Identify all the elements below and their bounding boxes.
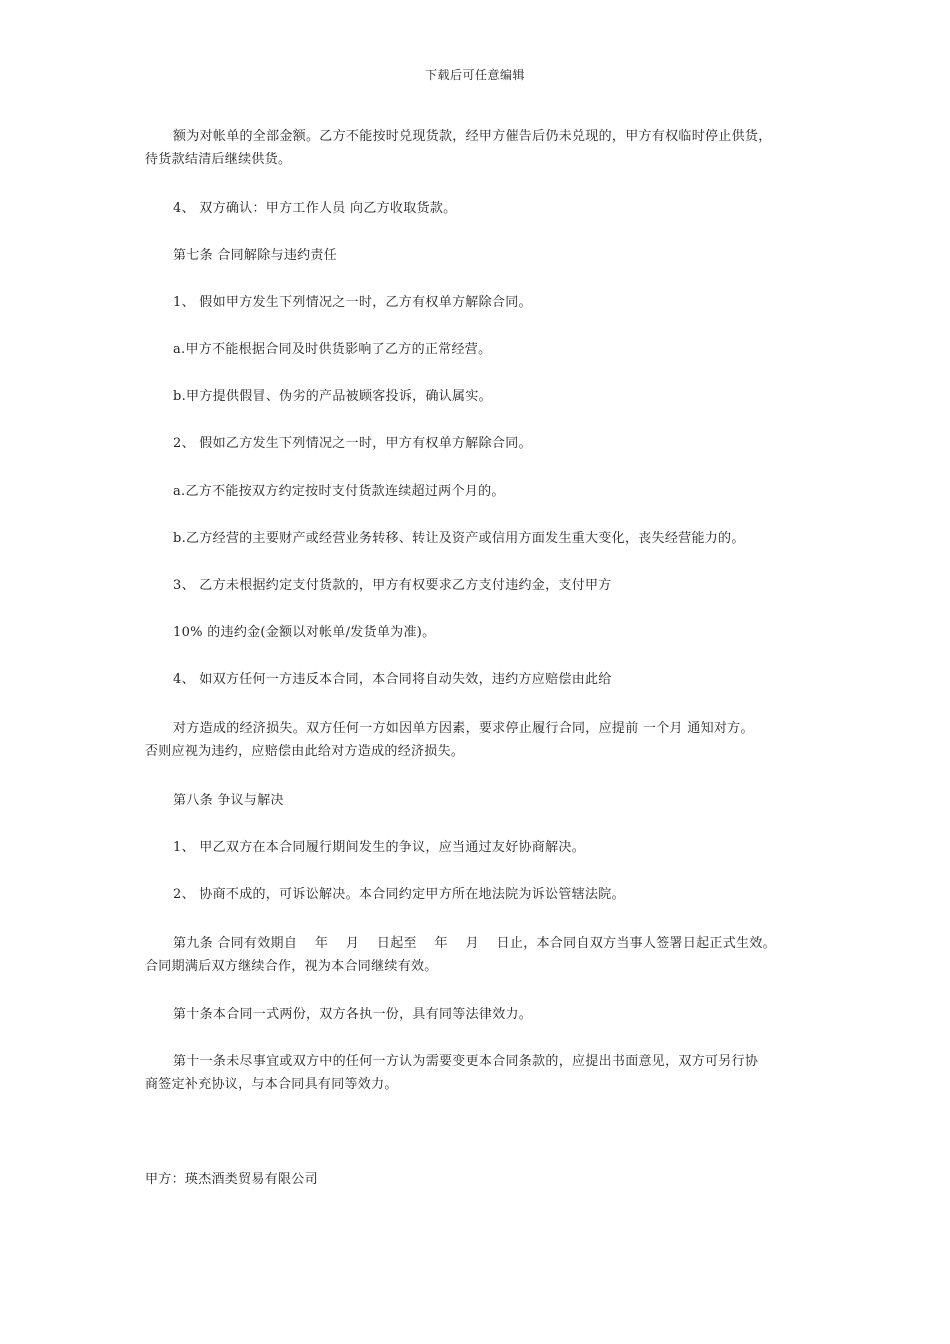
paragraph-clause-2: 2、 假如乙方发生下列情况之一时，甲方有权单方解除合同。 bbox=[173, 436, 532, 451]
paragraph-article-9 bbox=[145, 932, 815, 978]
paragraph-line: 合同期满后双方继续合作，视为本合同继续有效。 bbox=[145, 959, 438, 974]
paragraph-line: 额为对帐单的全部金额。乙方不能按时兑现货款，经甲方催告后仍未兑现的，甲方有权临时停止供货， bbox=[173, 129, 772, 144]
paragraph-economic-loss bbox=[145, 717, 815, 763]
paragraph-clause-4-breach: 4、 如双方任何一方违反本合同，本合同将自动失效，违约方应赔偿由此给 bbox=[173, 672, 612, 687]
paragraph-dispute-2: 2、 协商不成的，可诉讼解决。本合同约定甲方所在地法院为诉讼管辖法院。 bbox=[173, 887, 625, 902]
section-heading-article-8: 第八条 争议与解决 bbox=[173, 793, 284, 808]
paragraph-clause-4-confirm: 4、 双方确认：甲方工作人员 向乙方收取货款。 bbox=[173, 201, 457, 216]
paragraph-clause-1: 1、 假如甲方发生下列情况之一时，乙方有权单方解除合同。 bbox=[173, 295, 532, 310]
paragraph-line: 商签定补充协议，与本合同具有同等效力。 bbox=[145, 1077, 398, 1092]
paragraph-item-b-2: b.乙方经营的主要财产或经营业务转移、转让及资产或信用方面发生重大变化，丧失经营能力的。 bbox=[173, 531, 745, 546]
paragraph-line: 第九条 合同有效期自 年 月 日起至 年 月 日止，本合同自双方当事人签署日起正式生效。 bbox=[173, 936, 776, 951]
paragraph-line: 待货款结清后继续供货。 bbox=[145, 152, 292, 167]
paragraph-payment-terms bbox=[145, 125, 815, 171]
paragraph-dispute-1: 1、 甲乙双方在本合同履行期间发生的争议，应当通过友好协商解决。 bbox=[173, 840, 586, 855]
party-a-signature-line: 甲方：瑛杰酒类贸易有限公司 bbox=[145, 1172, 318, 1187]
paragraph-article-10: 第十条本合同一式两份，双方各执一份，具有同等法律效力。 bbox=[173, 1007, 533, 1022]
paragraph-line: 第十一条未尽事宜或双方中的任何一方认为需要变更本合同条款的，应提出书面意见，双方可另行协 bbox=[173, 1054, 759, 1069]
paragraph-item-a-2: a.乙方不能按双方约定按时支付货款连续超过两个月的。 bbox=[173, 484, 505, 499]
paragraph-article-11 bbox=[145, 1050, 815, 1096]
paragraph-item-a-1: a.甲方不能根据合同及时供货影响了乙方的正常经营。 bbox=[173, 342, 492, 357]
paragraph-penalty-rate: 10% 的违约金(金额以对帐单/发货单为准)。 bbox=[173, 625, 436, 640]
page-header: 下载后可任意编辑 bbox=[424, 68, 525, 82]
section-heading-article-7: 第七条 合同解除与违约责任 bbox=[173, 248, 338, 263]
paragraph-line: 对方造成的经济损失。双方任何一方如因单方因素，要求停止履行合同，应提前 一个月 通知对方。 bbox=[173, 721, 754, 736]
paragraph-clause-3: 3、 乙方未根据约定支付货款的，甲方有权要求乙方支付违约金，支付甲方 bbox=[173, 578, 612, 593]
paragraph-item-b-1: b.甲方提供假冒、伪劣的产品被顾客投诉，确认属实。 bbox=[173, 389, 492, 404]
paragraph-line: 否则应视为违约，应赔偿由此给对方造成的经济损失。 bbox=[145, 744, 465, 759]
